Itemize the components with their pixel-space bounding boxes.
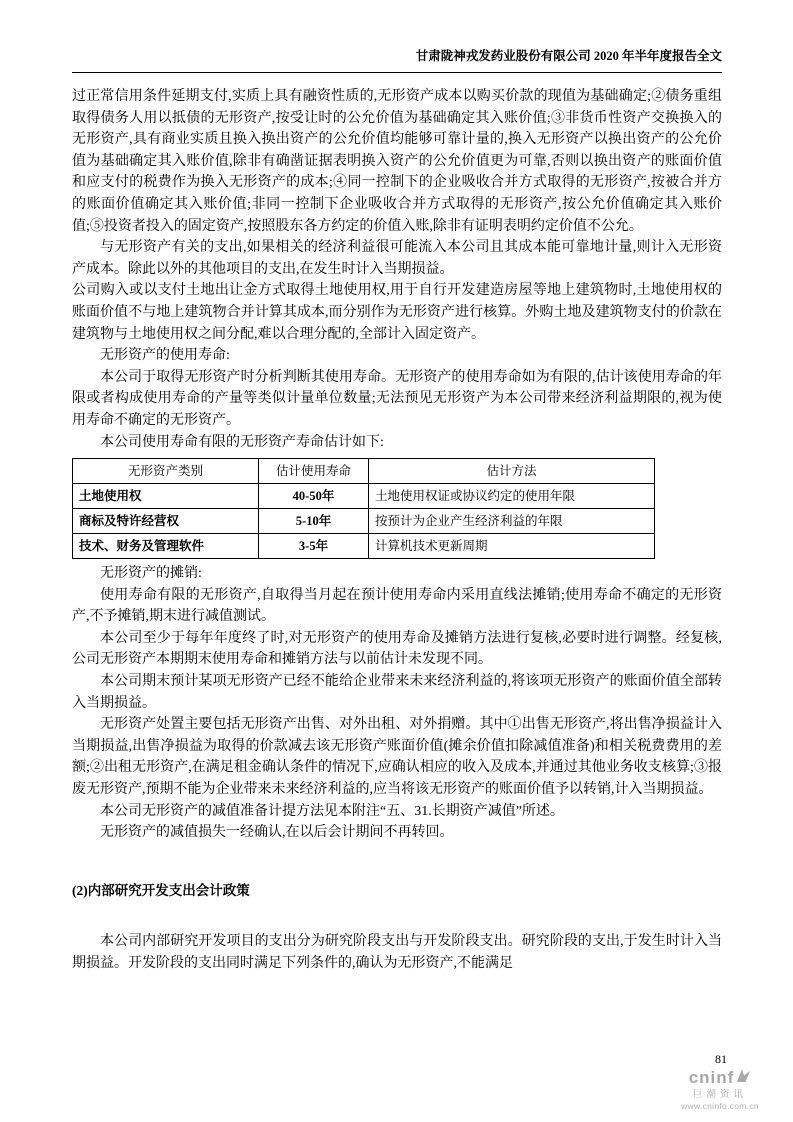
paragraph: 本公司无形资产的减值准备计提方法见本附注“五、31.长期资产减值”所述。 <box>100 803 564 819</box>
useful-life-table <box>72 458 655 559</box>
table-cell-method: 土地使用权证或协议约定的使用年限 <box>369 484 655 509</box>
table-header-method: 估计方法 <box>369 459 655 484</box>
table-header-row <box>73 459 655 484</box>
paragraph: 无形资产处置主要包括无形资产出售、对外出租、对外捐赠。其中①出售无形资产,将出售净损益计入当期损益,出售净损益为取得的价款减去该无形资产账面价值(摊余价值扣除减值准备)和相关税费费用的差额;②出租无形资产,在满足租金确认条件的情况下,应确认相应的收入及成本,并通过其他业务收支核算;③报废无形资产,预期不能为企业带来未来经济利益的,应当将该无形资产的账面价值予以转销,计入当期损益。 <box>72 717 722 798</box>
cninfo-logo-row <box>665 1068 775 1088</box>
document-header <box>72 46 722 73</box>
table-cell-category: 技术、财务及管理软件 <box>73 534 259 559</box>
paragraph: 使用寿命有限的无形资产,自取得当月起在预计使用寿命内采用直线法摊销;使用寿命不确定的无形资产,不予摊销,期末进行减值测试。 <box>72 587 722 625</box>
table-header-category: 无形资产类别 <box>73 459 259 484</box>
paragraph: 无形资产的减值损失一经确认,在以后会计期间不再转回。 <box>100 825 454 841</box>
table-cell-method: 按预计为企业产生经济利益的年限 <box>369 509 655 534</box>
document-body <box>72 86 722 975</box>
paragraph: 公司购入或以支付土地出让金方式取得土地使用权,用于自行开发建造房屋等地上建筑物时,土地使用权的账面价值不与地上建筑物合并计算其成本,而分别作为无形资产进行核算。外购土地及建筑物支付的价款在建筑物与土地使用权之间分配,难以合理分配的,全部计入固定资产。 <box>72 283 722 342</box>
table-cell-life: 40-50年 <box>259 484 369 509</box>
paragraph: 本公司至少于每年年度终了时,对无形资产的使用寿命及摊销方法进行复核,必要时进行调整。经复核,公司无形资产本期期末使用寿命和摊销方法与以前估计未发现不同。 <box>72 630 722 668</box>
cninfo-logo-url: www.cninfo.com.cn <box>681 1101 759 1112</box>
table-cell-method: 计算机技术更新周期 <box>369 534 655 559</box>
table-cell-category: 土地使用权 <box>73 484 259 509</box>
paragraph: 过正常信用条件延期支付,实质上具有融资性质的,无形资产成本以购买价款的现值为基础确定;②债务重组取得债务人用以抵债的无形资产,按受让时的公允价值为基础确定其入账价值;③非货币性资产交换换入的无形资产,具有商业实质且换入换出资产的公允价值均能够可靠计量的,换入无形资产以换出资产的公允价值为基础确定其入账价值,除非有确凿证据表明换入资产的公允价值更为可靠,否则以换出资产的账面价值和应支付的税费作为换入无形资产的成本;④同一控制下的企业吸收合并方式取得的无形资产,按被合并方的账面价值确定其入账价值;非同一控制下企业吸收合并方式取得的无形资产,按公允价值确定其入账价值;⑤投资者投入的固定资产,按照股东各方约定的价值入账,除非有证明表明约定价值不公允。 <box>72 89 722 234</box>
table-cell-life: 3-5年 <box>259 534 369 559</box>
paragraph: 与无形资产有关的支出,如果相关的经济利益很可能流入本公司且其成本能可靠地计量,则计入无形资产成本。除此以外的其他项目的支出,在发生时计入当期损益。 <box>72 240 722 277</box>
report-title: 甘肃陇神戎发药业股份有限公司 2020 年半年度报告全文 <box>415 49 722 63</box>
cninfo-logo-text: cninf <box>688 1067 735 1087</box>
table-cell-category: 商标及特许经营权 <box>73 509 259 534</box>
table-row <box>73 534 655 559</box>
paragraph: 本公司期末预计某项无形资产已经不能给企业带来未来经济利益的,将该项无形资产的账面价值全部转入当期损益。 <box>72 674 722 711</box>
paragraph: 本公司内部研究开发项目的支出分为研究阶段支出与开发阶段支出。研究阶段的支出,于发生时计入当期损益。开发阶段的支出同时满足下列条件的,确认为无形资产,不能满足 <box>72 934 722 971</box>
page-number: 81 <box>715 1052 727 1066</box>
paragraph: 无形资产的使用寿命: <box>100 348 230 364</box>
table-cell-life: 5-10年 <box>259 509 369 534</box>
paragraph: 无形资产的摊销: <box>100 566 202 582</box>
paragraph: 本公司使用寿命有限的无形资产寿命估计如下: <box>100 434 384 450</box>
table-row <box>73 509 655 534</box>
section-heading: (2)内部研究开发支出会计政策 <box>72 882 250 898</box>
table-header-life: 估计使用寿命 <box>259 459 369 484</box>
table-row <box>73 484 655 509</box>
cninfo-logo <box>665 1068 775 1111</box>
paragraph: 本公司于取得无形资产时分析判断其使用寿命。无形资产的使用寿命如为有限的,估计该使用寿命的年限或者构成使用寿命的产量等类似计量单位数量;无法预见无形资产为本公司带来经济利益期限的,视为使用寿命不确定的无形资产。 <box>72 369 722 428</box>
cninfo-flame-icon <box>736 1068 751 1088</box>
cninfo-logo-subtitle: 巨潮资讯 <box>692 1088 747 1100</box>
